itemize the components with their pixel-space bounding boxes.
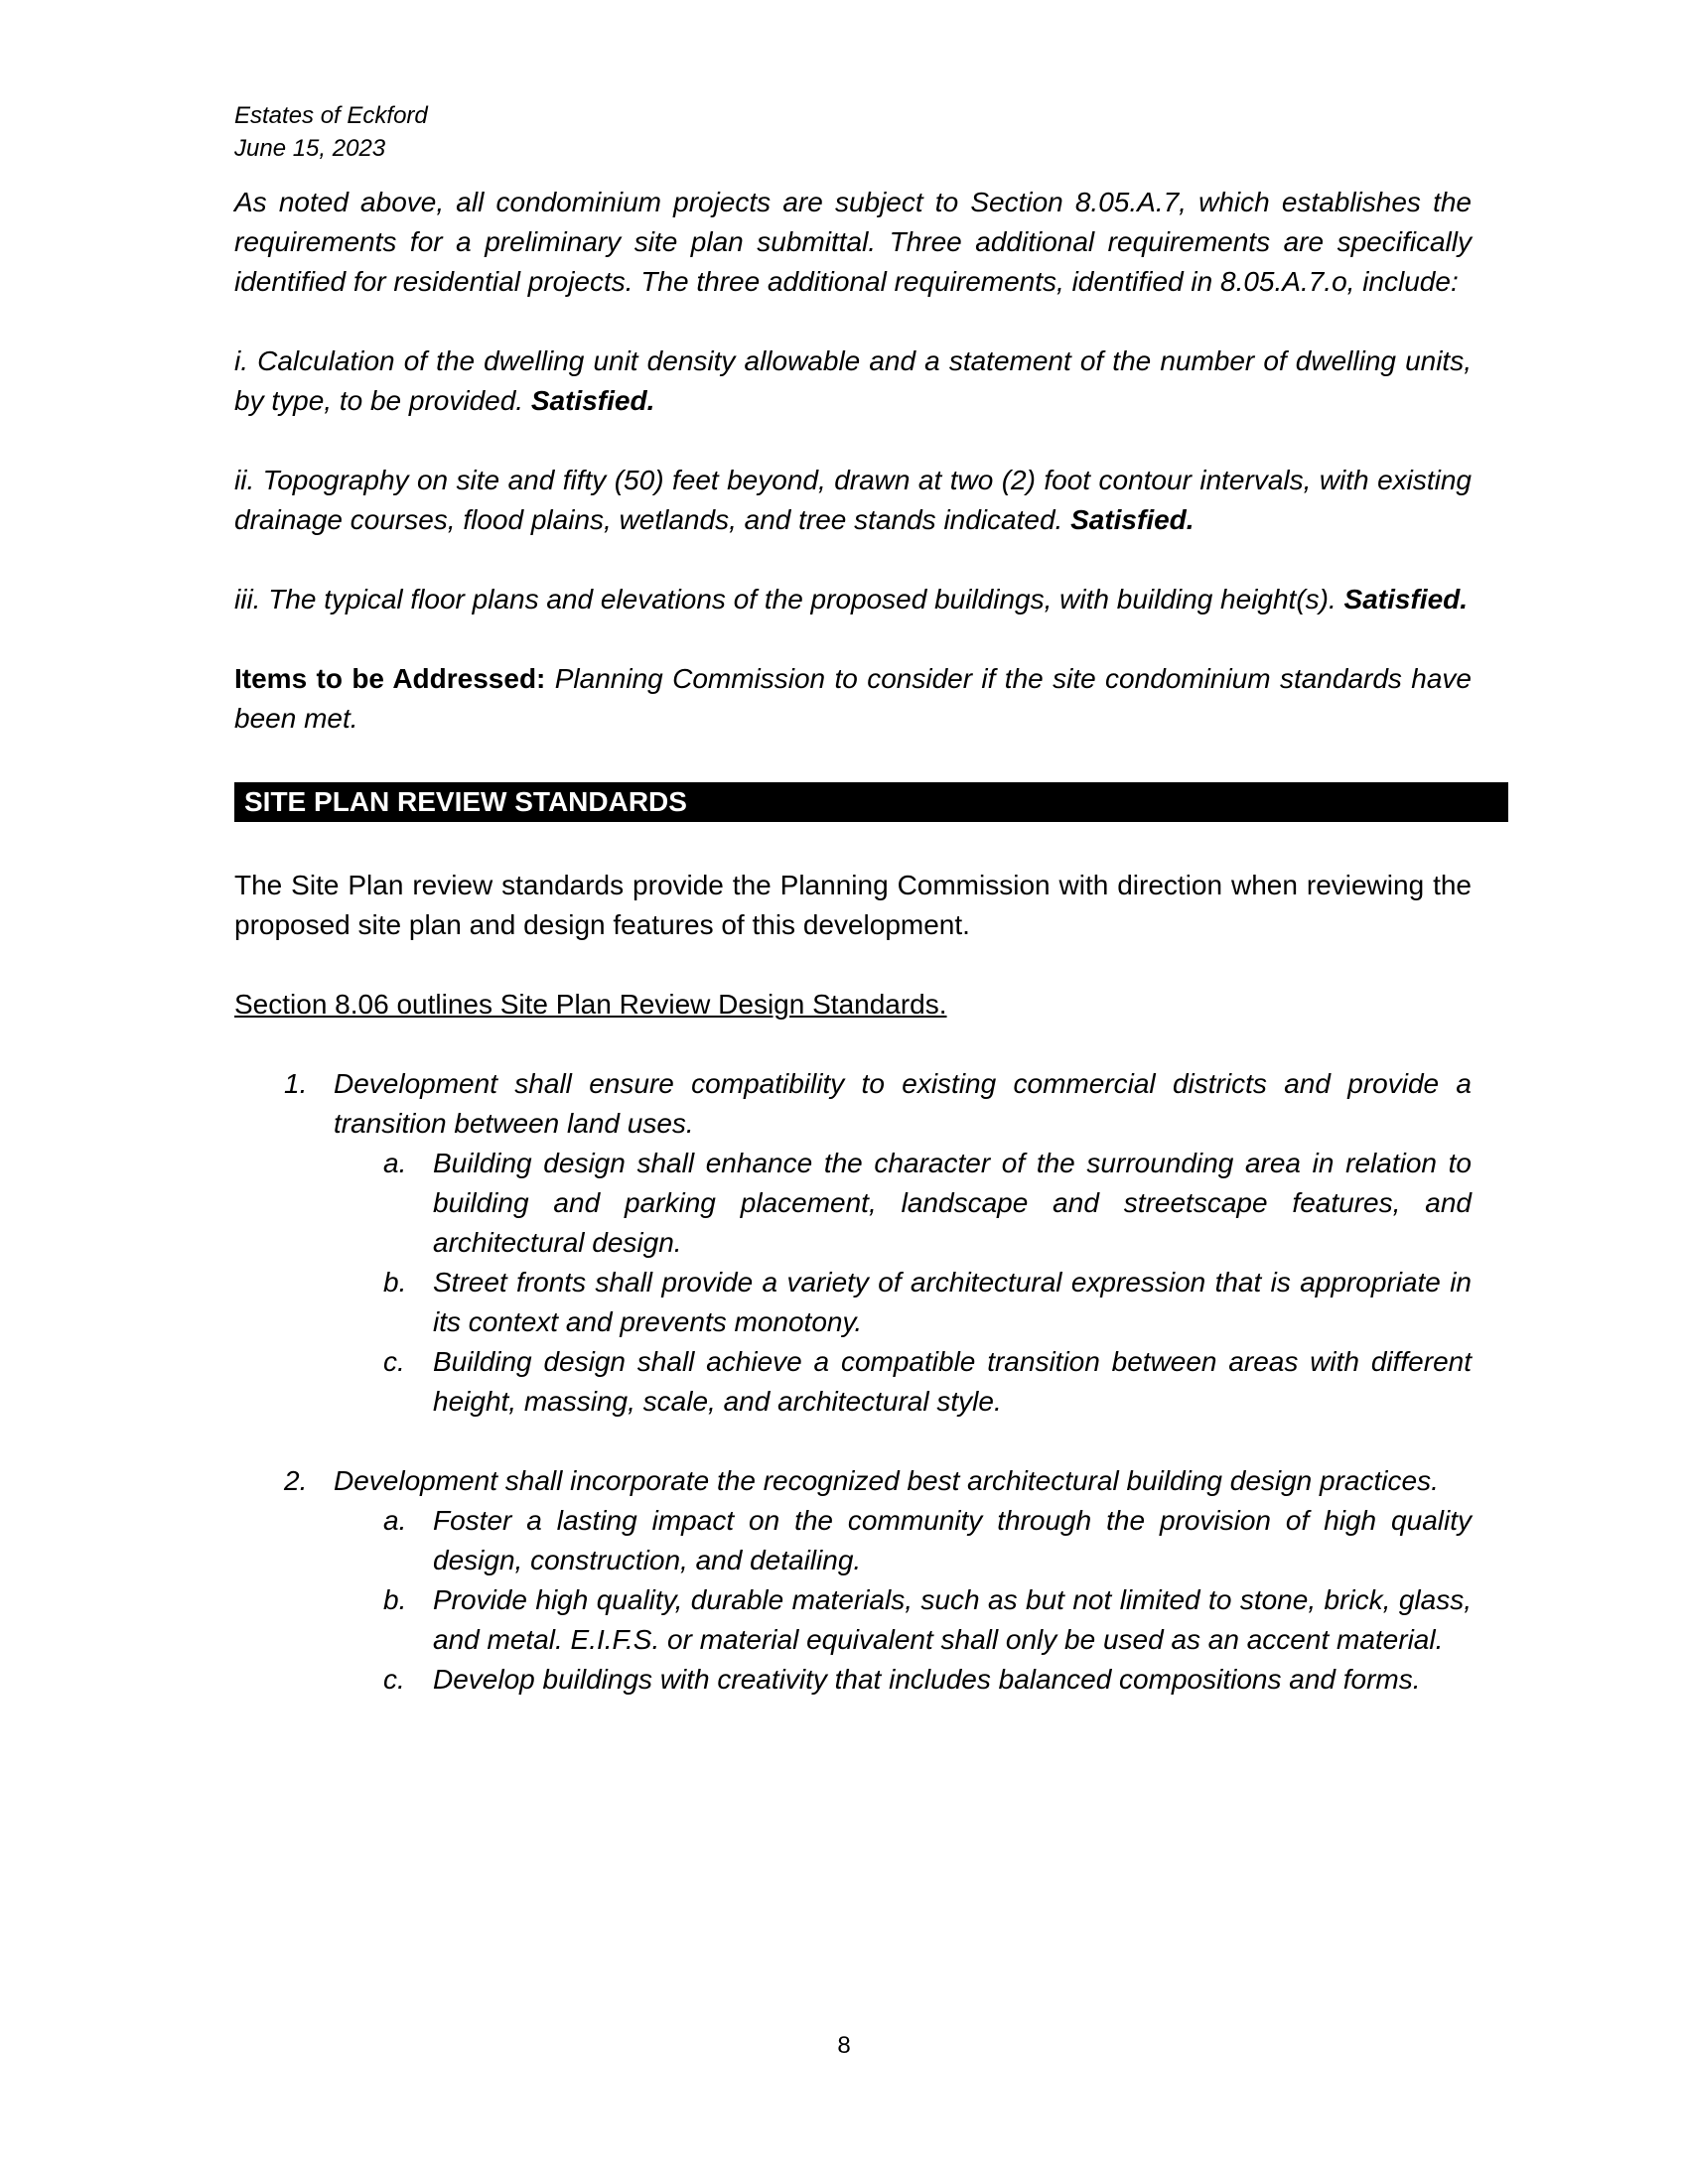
items-to-address-label: Items to be Addressed: (234, 663, 546, 694)
intro-paragraph: As noted above, all condominium projects are subject to Section 8.05.A.7, which establishes the requirements for a preliminary site plan submittal. Three additional requirements are specifically identified for residential projects. The three additional requirements, identified in 8.05.A.7.o, include: (234, 187, 1472, 297)
standard-text: Development shall ensure compatibility to existing commercial districts and provide a transition between land uses. (334, 1068, 1472, 1139)
standard-subitem (334, 1501, 1472, 1580)
subitem-letter: a. (383, 1148, 407, 1178)
section-subheading: Section 8.06 outlines Site Plan Review Design Standards. (234, 989, 947, 1020)
subitem-letter: a. (383, 1505, 407, 1536)
section-heading-bar: SITE PLAN REVIEW STANDARDS (234, 782, 1508, 822)
requirement-i (234, 341, 1472, 421)
requirement-text: i. Calculation of the dwelling unit density allowable and a statement of the number of dwelling units, by type, to be provided. (234, 345, 1472, 416)
requirement-ii (234, 461, 1472, 540)
standard-item-1 (234, 1064, 1472, 1422)
subitem-text: Street fronts shall provide a variety of architectural expression that is appropriate in its context and prevents monotony. (433, 1267, 1472, 1337)
section-intro-paragraph: The Site Plan review standards provide the Planning Commission with direction when reviewing the proposed site plan and design features of this development. (234, 870, 1472, 940)
standard-subitem (334, 1660, 1472, 1700)
requirement-status: Satisfied. (1070, 504, 1195, 535)
requirement-status: Satisfied. (530, 385, 655, 416)
items-to-address (234, 659, 1472, 739)
page-content (234, 99, 1472, 1700)
spacer (234, 619, 1472, 659)
subitem-letter: b. (383, 1584, 407, 1615)
standard-subitem (334, 1342, 1472, 1422)
header-date: June 15, 2023 (234, 135, 386, 162)
page-header (234, 99, 1472, 165)
standard-number: 1. (284, 1068, 308, 1099)
standards-list (234, 1064, 1472, 1700)
requirement-text: ii. Topography on site and fifty (50) feet beyond, drawn at two (2) foot contour intervals, with existing drainage courses, flood plains, wetlands, and tree stands indicated. (234, 465, 1472, 535)
subitem-text: Foster a lasting impact on the community through the provision of high quality design, construction, and detailing. (433, 1505, 1472, 1575)
spacer (234, 739, 1472, 782)
subitem-letter: c. (383, 1664, 405, 1695)
standard-item-2 (234, 1461, 1472, 1700)
spacer (234, 822, 1472, 866)
subitem-text: Develop buildings with creativity that includes balanced compositions and forms. (433, 1664, 1421, 1695)
standard-subitem (334, 1580, 1472, 1660)
items-to-address-text: Planning Commission to consider if the site condominium standards have been met. (234, 663, 1472, 734)
subitem-text: Building design shall enhance the character of the surrounding area in relation to building and parking placement, landscape and streetscape features, and architectural design. (433, 1148, 1472, 1258)
standard-subitem (334, 1263, 1472, 1342)
spacer (234, 302, 1472, 341)
standard-subitem (334, 1144, 1472, 1263)
spacer (234, 1024, 1472, 1064)
header-project: Estates of Eckford (234, 102, 428, 129)
spacer (234, 1422, 1472, 1461)
spacer (234, 421, 1472, 461)
requirement-iii (234, 580, 1472, 619)
subitem-text: Building design shall achieve a compatible transition between areas with different height, massing, scale, and architectural style. (433, 1346, 1472, 1417)
standard-text: Development shall incorporate the recognized best architectural building design practices. (334, 1465, 1439, 1496)
subitem-text: Provide high quality, durable materials, such as but not limited to stone, brick, glass, and metal. E.I.F.S. or material equivalent shall only be used as an accent material. (433, 1584, 1472, 1655)
spacer (234, 540, 1472, 580)
requirement-text: iii. The typical floor plans and elevations of the proposed buildings, with building height(s). (234, 584, 1344, 614)
subitem-letter: c. (383, 1346, 405, 1377)
subitem-letter: b. (383, 1267, 407, 1297)
spacer (234, 945, 1472, 985)
standard-number: 2. (284, 1465, 308, 1496)
requirement-status: Satisfied. (1343, 584, 1469, 614)
page-number: 8 (837, 2032, 851, 2059)
